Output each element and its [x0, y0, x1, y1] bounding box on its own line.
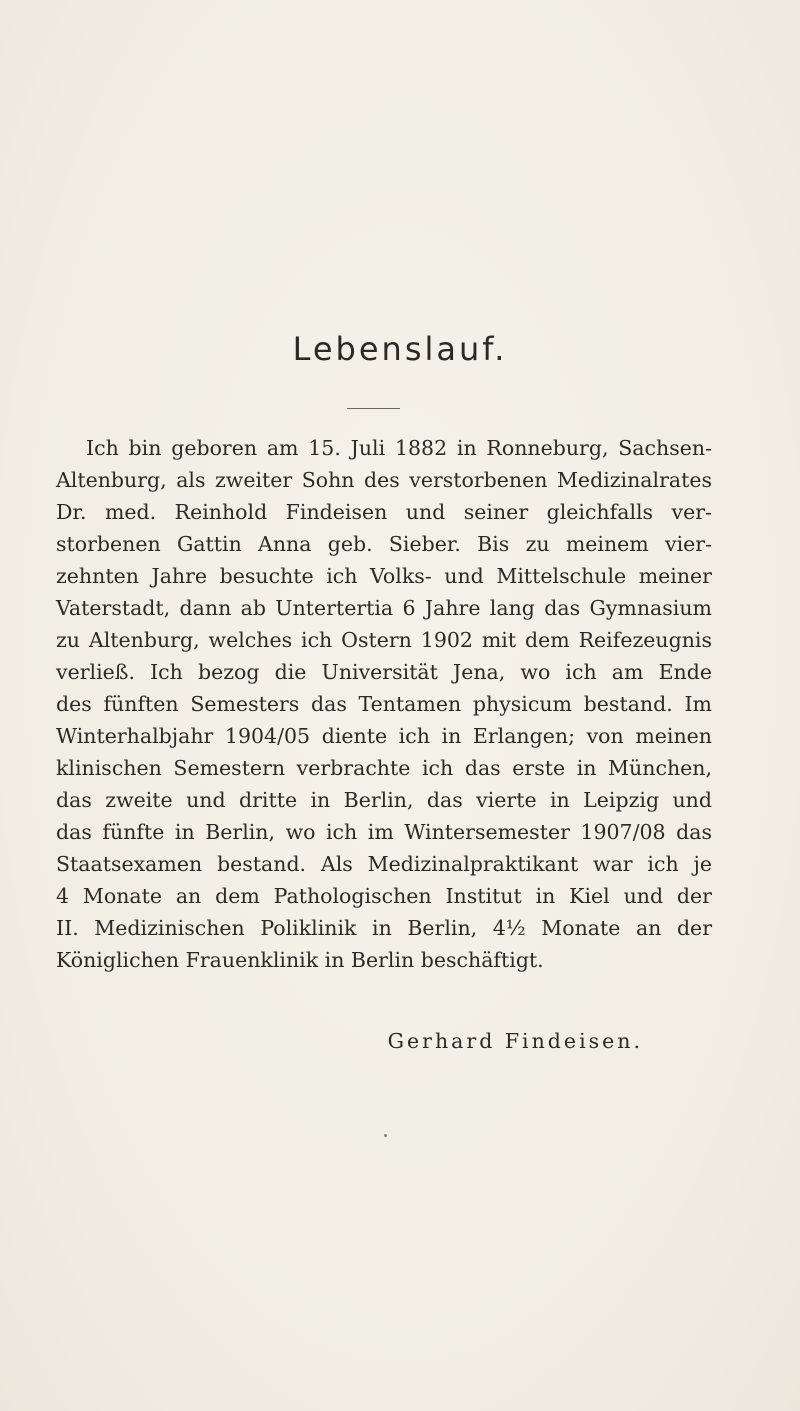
biography-paragraph [56, 432, 712, 976]
paragraph-line: das fünfte in Berlin, wo ich im Wintersemester 1907/08 das [56, 820, 712, 844]
paragraph-line: Vaterstadt, dann ab Untertertia 6 Jahre lang das Gymnasium [56, 596, 712, 620]
paragraph-line: Dr. med. Reinhold Findeisen und seiner gleichfalls ver- [56, 500, 712, 524]
paragraph-line: Königlichen Frauenklinik in Berlin beschäftigt. [56, 948, 544, 972]
paragraph-line: Staatsexamen bestand. Als Medizinalpraktikant war ich je [56, 852, 712, 876]
paragraph-line: verließ. Ich bezog die Universität Jena, wo ich am Ende [56, 660, 712, 684]
paragraph-line: Winterhalbjahr 1904/05 diente ich in Erlangen; von meinen [56, 724, 712, 748]
paper-speck [384, 1134, 387, 1137]
signature: Gerhard Findeisen. [387, 1029, 643, 1053]
paragraph-line: das zweite und dritte in Berlin, das vierte in Leipzig und [56, 788, 712, 812]
paragraph-line: storbenen Gattin Anna geb. Sieber. Bis zu meinem vier- [56, 532, 712, 556]
paragraph-line: zehnten Jahre besuchte ich Volks- und Mittelschule meiner [56, 564, 712, 588]
paragraph-line: Ich bin geboren am 15. Juli 1882 in Ronneburg, Sachsen- [86, 436, 712, 460]
paragraph-line: Altenburg, als zweiter Sohn des verstorbenen Medizinalrates [56, 468, 712, 492]
paragraph-line: II. Medizinischen Poliklinik in Berlin, 4½ Monate an der [56, 916, 712, 940]
title-divider [347, 408, 400, 409]
paragraph-line: zu Altenburg, welches ich Ostern 1902 mit dem Reifezeugnis [56, 628, 712, 652]
document-title: Lebenslauf. [292, 330, 508, 368]
paragraph-line: klinischen Semestern verbrachte ich das erste in München, [56, 756, 712, 780]
paragraph-line: des fünften Semesters das Tentamen physicum bestand. Im [56, 692, 712, 716]
paragraph-line: 4 Monate an dem Pathologischen Institut in Kiel und der [56, 884, 712, 908]
